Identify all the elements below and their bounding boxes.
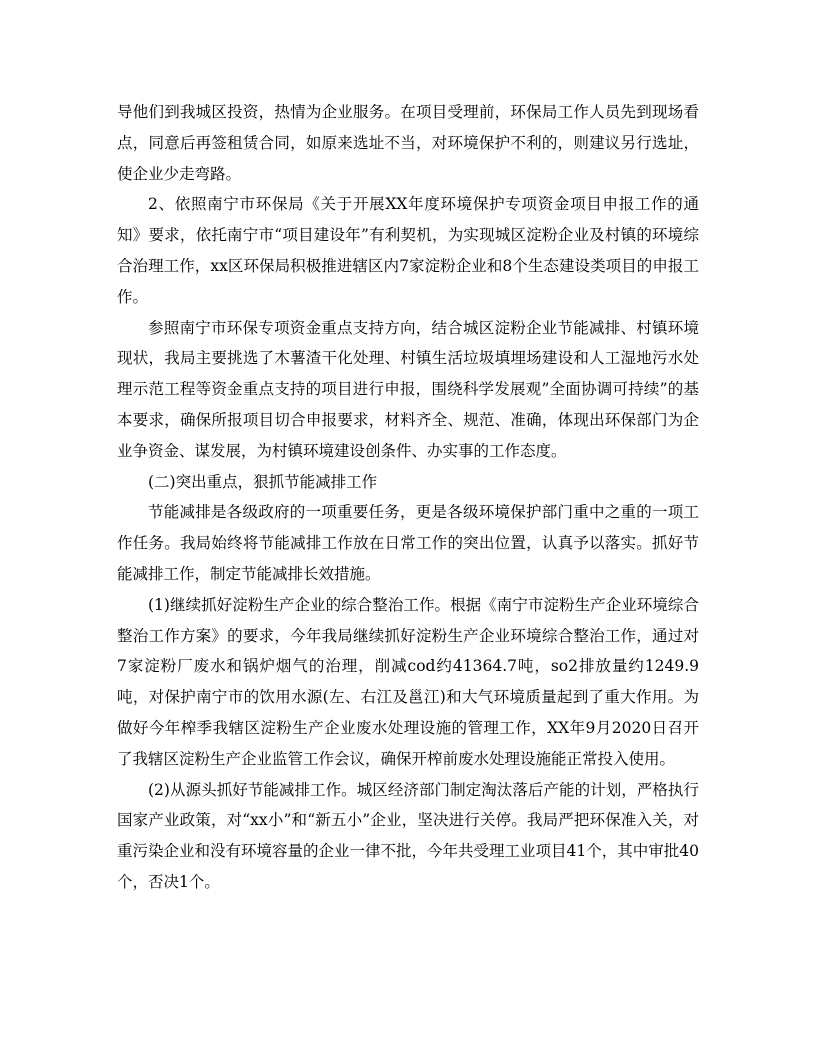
document-body xyxy=(117,97,699,898)
paragraph-item-1-starch-remediation: (1)继续抓好淀粉生产企业的综合整治工作。根据《南宁市淀粉生产企业环境综合整治工作方案》的要求，今年我局继续抓好淀粉生产企业环境综合整治工作，通过对7家淀粉厂废水和锅炉烟气的治理，削减cod约41364.7吨，so2排放量约1249.9吨，对保护南宁市的饮用水源(左、右江及邕江)和大气环境质量起到了重大作用。为做好今年榨季我辖区淀粉生产企业废水处理设施的管理工作，XX年9月2020日召开了我辖区淀粉生产企业监管工作会议，确保开榨前废水处理设施能正常投入使用。 xyxy=(117,595,699,768)
section-heading-energy-saving: (二)突出重点，狠抓节能减排工作 xyxy=(148,472,378,491)
paragraph-item-2-project-application: 2、依照南宁市环保局《关于开展XX年度环境保护专项资金项目申报工作的通知》要求，依托南宁市“项目建设年”有利契机，为实现城区淀粉企业及村镇的环境综合治理工作，xx区环保局积极推进辖区内7家淀粉企业和8个生态建设类项目的申报工作。 xyxy=(117,195,699,306)
paragraph-energy-saving-intro: 节能减排是各级政府的一项重要任务，更是各级环境保护部门重中之重的一项工作任务。我局始终将节能减排工作放在日常工作的突出位置，认真予以落实。抓好节能减排工作，制定节能减排长效措施。 xyxy=(117,503,699,583)
paragraph-special-fund-direction: 参照南宁市环保专项资金重点支持方向，结合城区淀粉企业节能减排、村镇环境现状，我局主要挑选了木薯渣干化处理、村镇生活垃圾填埋场建设和人工湿地污水处理示范工程等资金重点支持的项目进行申报，围绕科学发展观”全面协调可持续”的基本要求，确保所报项目切合申报要求，材料齐全、规范、准确，体现出环保部门为企业争资金、谋发展，为村镇环境建设创条件、办实事的工作态度。 xyxy=(117,318,699,460)
paragraph-item-2-source-control: (2)从源头抓好节能减排工作。城区经济部门制定淘汰落后产能的计划，严格执行国家产业政策，对“xx小”和“新五小”企业，坚决进行关停。我局严把环保准入关，对重污染企业和没有环境容量的企业一律不批，今年共受理工业项目41个，其中审批40个，否决1个。 xyxy=(117,780,699,891)
paragraph-continuation: 导他们到我城区投资，热情为企业服务。在项目受理前，环保局工作人员先到现场看点，同意后再签租赁合同，如原来选址不当，对环境保护不利的，则建议另行选址，使企业少走弯路。 xyxy=(117,103,699,183)
